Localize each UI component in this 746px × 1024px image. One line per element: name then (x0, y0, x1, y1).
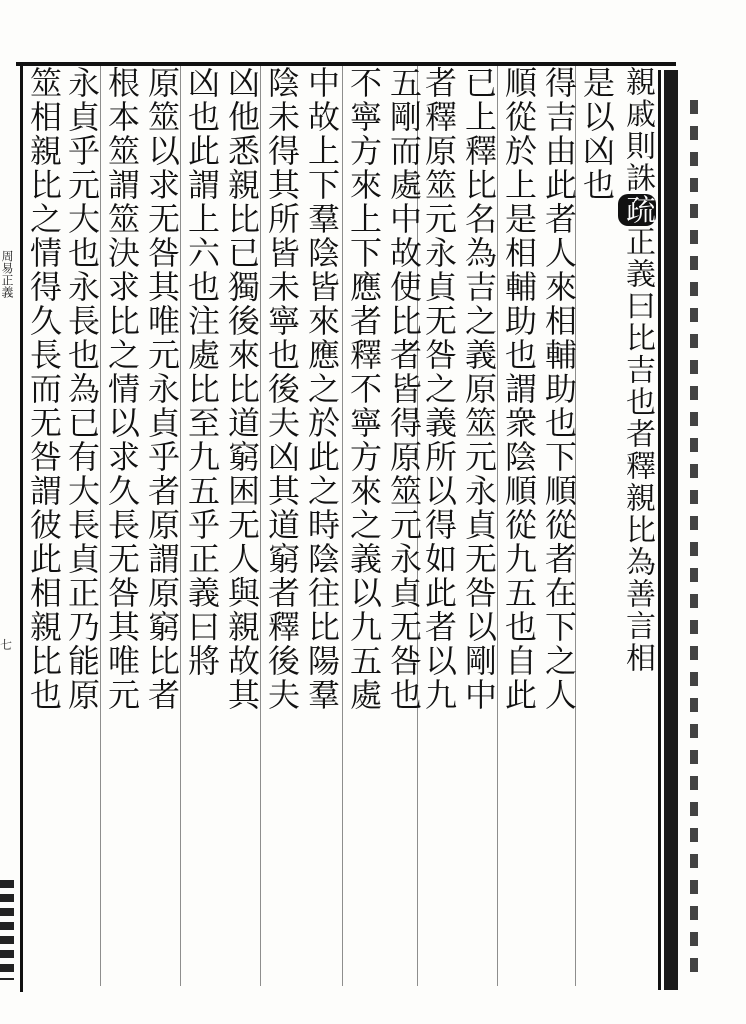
margin-title: 周易正義 (0, 250, 14, 298)
column-text: 順從於上是相輔助也謂衆陰順從九五也自此 (500, 66, 538, 712)
text-column-9 (263, 66, 301, 996)
text-column-7 (345, 66, 383, 996)
text-column-12 (223, 66, 261, 996)
text-column-13 (143, 66, 181, 996)
column-text: 永貞乎元大也永長也為已有大長貞正乃能原 (63, 66, 101, 712)
text-column-14 (103, 66, 141, 996)
column-text-continued: 正義曰比吉也者釋親比為善言相 (620, 226, 655, 674)
column-divider (342, 66, 343, 986)
margin-edge-marks (0, 880, 14, 980)
right-frame-line (658, 70, 661, 990)
column-text: 原筮以求无咎其唯元永貞乎者原謂原窮比者 (143, 66, 181, 712)
column-text: 中故上下羣陰皆來應之於此之時陰往比陽羣 (303, 66, 341, 712)
margin-folio-number: 七 (0, 638, 13, 652)
page-edge-right (690, 100, 698, 980)
column-text: 筮相親比之情得久長而无咎謂彼此相親比也 (25, 66, 63, 712)
left-frame-line (20, 62, 23, 992)
column-text: 不寧方來上下應者釋不寧方來之義以九五處 (345, 66, 383, 712)
text-column-2 (578, 66, 616, 276)
column-text: 者釋原筮元永貞无咎之義所以得如此者以九 (420, 66, 458, 712)
commentary-badge: 疏 (620, 194, 655, 226)
column-text: 五剛而處中故使比者皆得原筮元永貞无咎也 (385, 66, 423, 712)
text-column-8 (385, 66, 423, 996)
text-column-5 (420, 66, 458, 996)
right-frame-band (664, 70, 678, 990)
column-text: 陰未得其所皆未寧也後夫凶其道窮者釋後夫 (263, 66, 301, 712)
text-column-4 (500, 66, 538, 996)
column-text: 是以凶也 (578, 66, 616, 202)
text-column-15 (63, 66, 101, 996)
column-text: 凶他悉親比已獨後來比道窮困无人與親故其 (223, 66, 261, 712)
text-column-6 (460, 66, 498, 996)
column-text: 已上釋比名為吉之義原筮元永貞无咎以剛中 (460, 66, 498, 712)
text-column-10 (303, 66, 341, 996)
column-text: 根本筮謂筮決求比之情以求久長无咎其唯元 (103, 66, 141, 712)
text-column-3 (540, 66, 578, 996)
text-column-1 (618, 66, 656, 996)
column-text: 親戚則誅 (620, 66, 655, 194)
text-column-16 (25, 66, 63, 996)
text-column-11 (183, 66, 221, 996)
column-text: 凶也此謂上六也注處比至九五乎正義曰將 (183, 66, 221, 678)
column-text: 得吉由此者人來相輔助也下順從者在下之人 (540, 66, 578, 712)
